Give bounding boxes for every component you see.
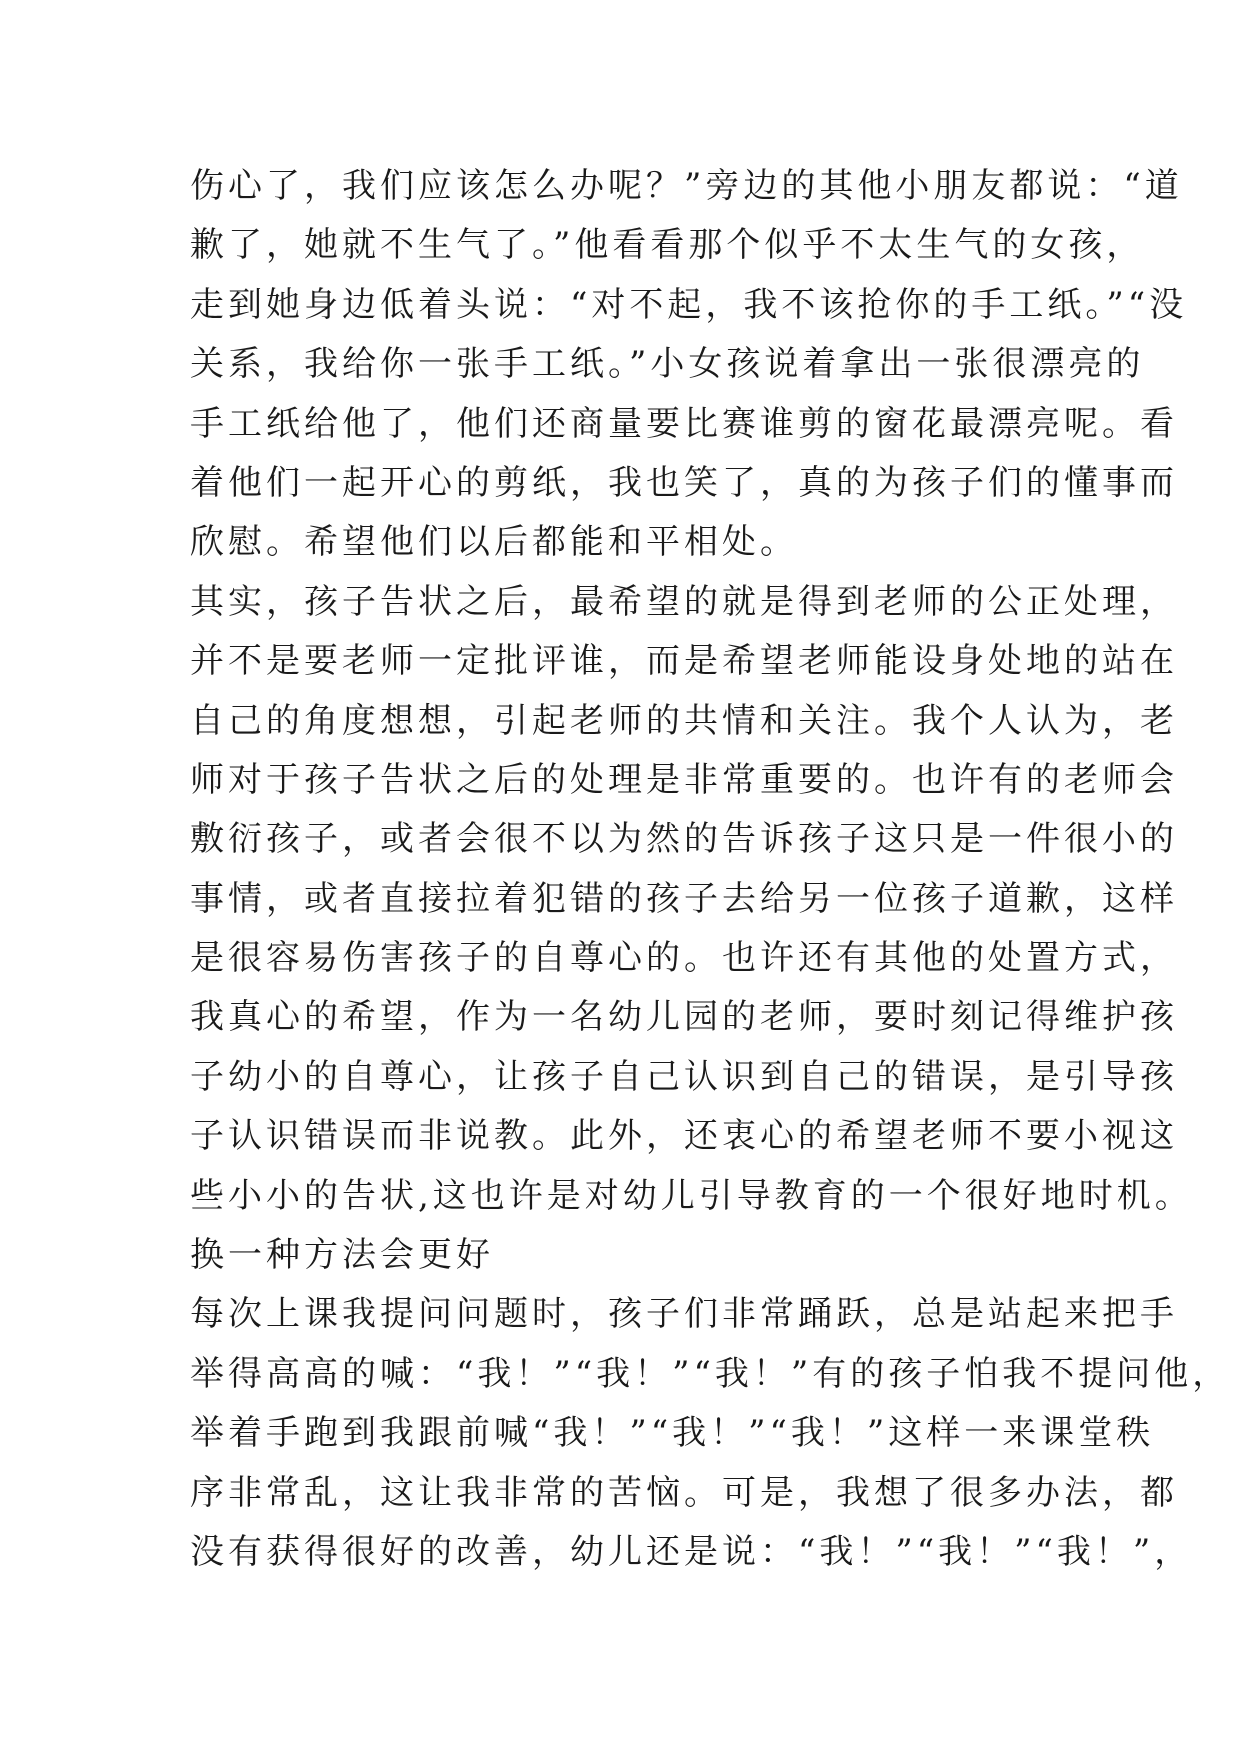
text-line-5: 手工纸给他了，他们还商量要比赛谁剪的窗花最漂亮呢。看 [190, 403, 1178, 444]
text-line-3: 走到她身边低着头说：“对不起，我不该抢你的手工纸。”“没 [190, 284, 1188, 325]
text-line-1: 伤心了，我们应该怎么办呢？”旁边的其他小朋友都说：“道 [190, 166, 1183, 206]
text-line-21: 举得高高的喊：“我！”“我！”“我！”有的孩子怕我不提问他， [190, 1353, 1231, 1394]
text-line-23: 序非常乱，这让我非常的苦恼。可是，我想了很多办法，都 [190, 1472, 1178, 1513]
text-line-4: 关系，我给你一张手工纸。”小女孩说着拿出一张很漂亮的 [190, 344, 1145, 385]
text-line-8: 其实，孩子告状之后，最希望的就是得到老师的公正处理， [190, 581, 1178, 622]
text-line-15: 我真心的希望，作为一名幼儿园的老师，要时刻记得维护孩 [190, 997, 1178, 1038]
text-line-10: 自己的角度想想，引起老师的共情和关注。我个人认为，老 [190, 700, 1178, 741]
text-line-7: 欣慰。希望他们以后都能和平相处。 [190, 522, 798, 563]
text-line-2: 歉了，她就不生气了。”他看看那个似乎不太生气的女孩， [190, 225, 1145, 266]
text-line-18: 些小小的告状,这也许是对幼儿引导教育的一个很好地时机。 [190, 1175, 1193, 1216]
text-line-14: 是很容易伤害孩子的自尊心的。也许还有其他的处置方式， [190, 938, 1178, 979]
text-line-20: 每次上课我提问问题时，孩子们非常踊跃，总是站起来把手 [190, 1294, 1178, 1335]
text-line-12: 敷衍孩子，或者会很不以为然的告诉孩子这只是一件很小的 [190, 819, 1178, 860]
section-heading: 换一种方法会更好 [190, 1235, 494, 1276]
body-text [190, 157, 1231, 1582]
text-line-11: 师对于孩子告状之后的处理是非常重要的。也许有的老师会 [190, 759, 1178, 800]
text-line-6: 着他们一起开心的剪纸，我也笑了，真的为孩子们的懂事而 [190, 462, 1178, 503]
text-line-22: 举着手跑到我跟前喊“我！”“我！”“我！”这样一来课堂秩 [190, 1413, 1155, 1454]
text-line-13: 事情，或者直接拉着犯错的孩子去给另一位孩子道歉，这样 [190, 878, 1178, 919]
text-line-24: 没有获得很好的改善，幼儿还是说：“我！”“我！”“我！”， [190, 1531, 1193, 1572]
text-line-17: 子认识错误而非说教。此外，还衷心的希望老师不要小视这 [190, 1116, 1178, 1157]
text-line-16: 子幼小的自尊心，让孩子自己认识到自己的错误，是引导孩 [190, 1056, 1178, 1097]
text-line-9: 并不是要老师一定批评谁，而是希望老师能设身处地的站在 [190, 641, 1178, 682]
